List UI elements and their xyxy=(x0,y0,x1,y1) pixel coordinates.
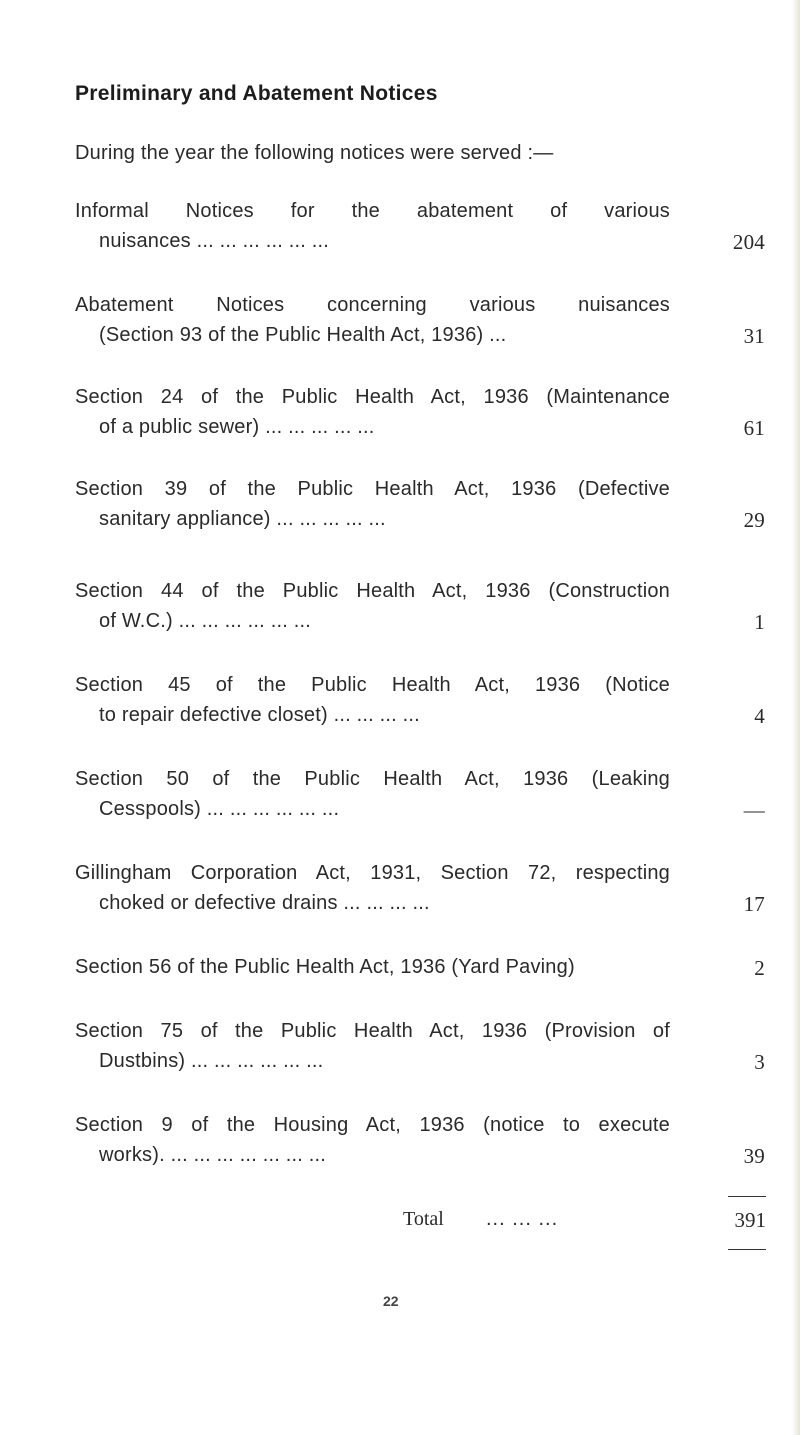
notice-count: 1 xyxy=(754,610,765,634)
notice-count: 4 xyxy=(754,704,765,728)
total-rule-top xyxy=(728,1196,766,1197)
notice-row xyxy=(75,580,765,640)
notice-count: — xyxy=(743,798,765,822)
notice-count: 29 xyxy=(743,508,765,532)
notice-row xyxy=(75,200,765,260)
notice-description-line2: works). ... ... ... ... ... ... ... xyxy=(99,1144,327,1166)
notice-count: 61 xyxy=(743,416,765,440)
page-edge-shadow xyxy=(792,0,800,1435)
notice-row xyxy=(75,1114,765,1174)
notice-description-line2: (Section 93 of the Public Health Act, 1936) ... xyxy=(99,324,507,346)
notice-count: 17 xyxy=(743,892,765,916)
notice-description-line2: to repair defective closet) ... ... ... ... xyxy=(99,704,420,726)
notice-description-line1: Section 44 of the Public Health Act, 1936 (Construction xyxy=(75,580,670,602)
notice-description-line2: Cesspools) ... ... ... ... ... ... xyxy=(99,798,340,820)
notice-count: 3 xyxy=(754,1050,765,1074)
notice-description-line1: Gillingham Corporation Act, 1931, Section 72, respecting xyxy=(75,862,670,884)
notice-description-line1: Section 39 of the Public Health Act, 1936 (Defective xyxy=(75,478,670,500)
notice-row xyxy=(75,768,765,828)
notice-description-line2: Dustbins) ... ... ... ... ... ... xyxy=(99,1050,324,1072)
notice-count: 39 xyxy=(743,1144,765,1168)
notice-description-line1: Section 9 of the Housing Act, 1936 (notice to execute xyxy=(75,1114,670,1136)
notice-row xyxy=(75,956,765,986)
total-value: 391 xyxy=(734,1208,766,1232)
notice-description-line1: Informal Notices for the abatement of various xyxy=(75,200,670,222)
page-number: 22 xyxy=(383,1293,399,1309)
notice-row xyxy=(75,674,765,734)
notice-description-line1: Abatement Notices concerning various nuisances xyxy=(75,294,670,316)
notice-row xyxy=(75,294,765,354)
notice-description-line2: nuisances ... ... ... ... ... ... xyxy=(99,230,330,252)
notice-count: 204 xyxy=(732,230,765,254)
notice-count: 2 xyxy=(754,956,765,980)
notice-row xyxy=(75,386,765,446)
notice-description-line1: Section 45 of the Public Health Act, 1936 (Notice xyxy=(75,674,670,696)
notice-description-line2: of W.C.) ... ... ... ... ... ... xyxy=(99,610,311,632)
notice-description-line1: Section 50 of the Public Health Act, 1936 (Leaking xyxy=(75,768,670,790)
notice-description-line1: Section 24 of the Public Health Act, 1936 (Maintenance xyxy=(75,386,670,408)
notice-description-line1: Section 56 of the Public Health Act, 1936 (Yard Paving) xyxy=(75,956,575,978)
notice-description-line2: sanitary appliance) ... ... ... ... ... xyxy=(99,508,386,530)
total-rule-bottom xyxy=(728,1249,766,1250)
intro-text: During the year the following notices were served :— xyxy=(75,142,554,164)
notice-description-line1: Section 75 of the Public Health Act, 1936 (Provision of xyxy=(75,1020,670,1042)
total-dot-leader: ... ... ... xyxy=(486,1208,559,1230)
page-heading: Preliminary and Abatement Notices xyxy=(75,82,438,105)
total-label: Total xyxy=(403,1208,444,1230)
notice-row xyxy=(75,1020,765,1080)
notice-row xyxy=(75,862,765,922)
notice-row xyxy=(75,478,765,538)
notice-description-line2: of a public sewer) ... ... ... ... ... xyxy=(99,416,375,438)
notice-description-line2: choked or defective drains ... ... ... ... xyxy=(99,892,430,914)
notice-count: 31 xyxy=(743,324,765,348)
